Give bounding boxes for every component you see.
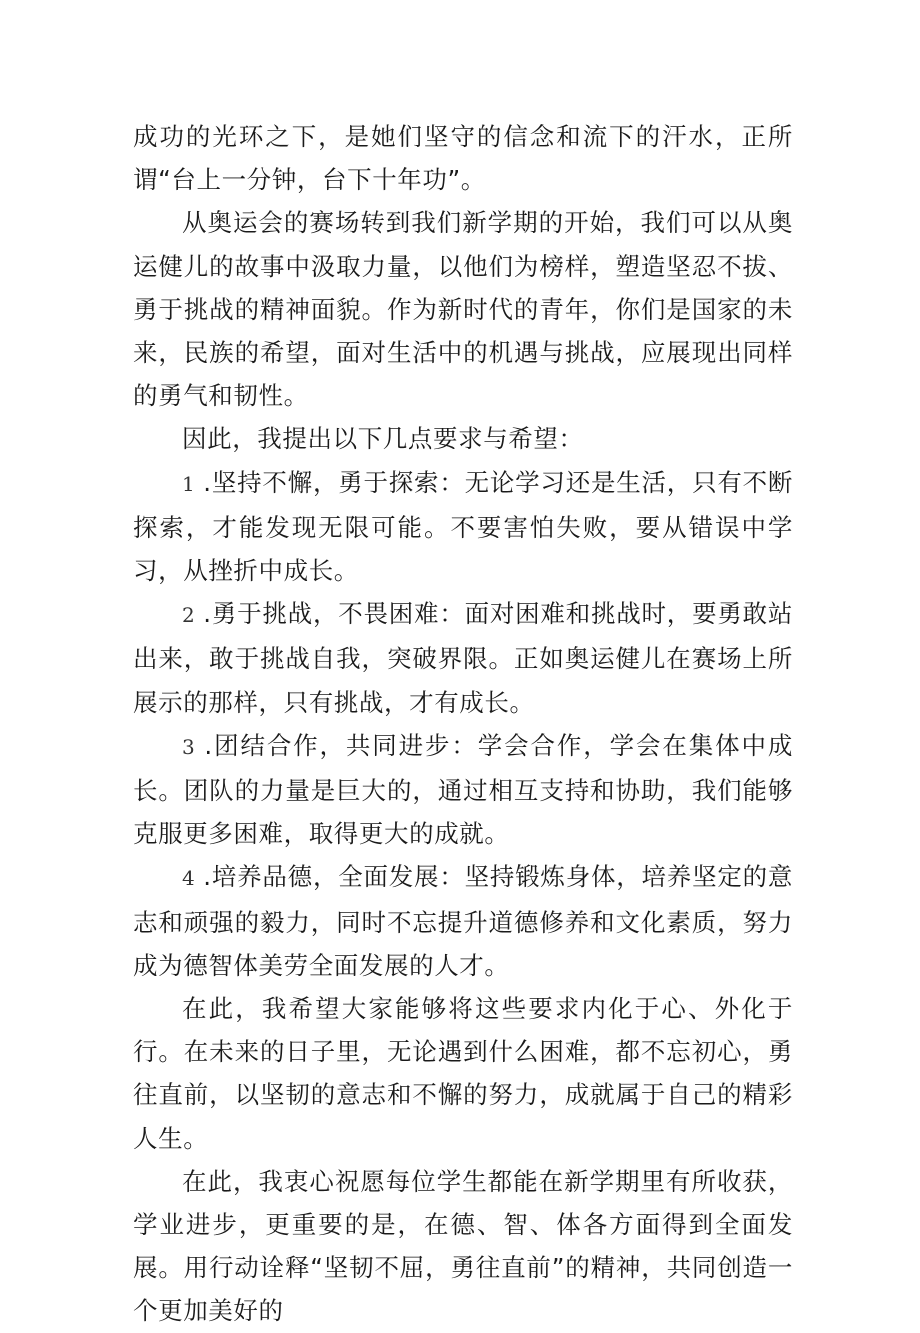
requirement-number: 1	[182, 471, 195, 496]
paragraph-wish: 在此，我衷心祝愿每位学生都能在新学期里有所收获，学业进步，更重要的是，在德、智、体各方面得到全面发展。用行动诠释“坚韧不屈，勇往直前”的精神，共同创造一个更加美好的	[133, 1166, 793, 1326]
requirement-item-4	[133, 855, 793, 987]
requirement-text: .勇于挑战，不畏困难：面对困难和挑战时，要勇敢站出来，敢于挑战自我，突破界限。正如奥运健儿在赛场上所展示的那样，只有挑战，才有成长。	[133, 599, 793, 717]
requirement-number: 4	[182, 866, 195, 891]
paragraph-olympics: 从奥运会的赛场转到我们新学期的开始，我们可以从奥运健儿的故事中汲取力量，以他们为榜样，塑造坚忍不拔、勇于挑战的精神面貌。作为新时代的青年，你们是国家的未来，民族的希望，面对生活中的机遇与挑战，应展现出同样的勇气和韧性。	[133, 208, 793, 411]
requirement-item-3	[133, 724, 793, 856]
requirement-text: .培养品德，全面发展：坚持锻炼身体，培养坚定的意志和顽强的毅力，同时不忘提升道德修养和文化素质，努力成为德智体美劳全面发展的人才。	[133, 862, 793, 980]
paragraph-continuation: 成功的光环之下，是她们坚守的信念和流下的汗水，正所谓“台上一分钟，台下十年功”。	[133, 122, 793, 195]
paragraph-requirements-intro: 因此，我提出以下几点要求与希望：	[182, 424, 584, 454]
requirement-number: 2	[182, 603, 195, 628]
requirement-item-1	[133, 461, 793, 593]
requirement-text: .团结合作，共同进步：学会合作，学会在集体中成长。团队的力量是巨大的，通过相互支持和协助，我们能够克服更多困难，取得更大的成就。	[133, 730, 793, 849]
requirement-item-2	[133, 592, 793, 724]
document-body	[133, 115, 793, 1333]
requirement-number: 3	[182, 734, 195, 759]
requirement-text: .坚持不懈，勇于探索：无论学习还是生活，只有不断探索，才能发现无限可能。不要害怕失败，要从错误中学习，从挫折中成长。	[133, 467, 793, 586]
paragraph-hope: 在此，我希望大家能够将这些要求内化于心、外化于行。在未来的日子里，无论遇到什么困难，都不忘初心，勇往直前，以坚韧的意志和不懈的努力，成就属于自己的精彩人生。	[133, 994, 793, 1153]
